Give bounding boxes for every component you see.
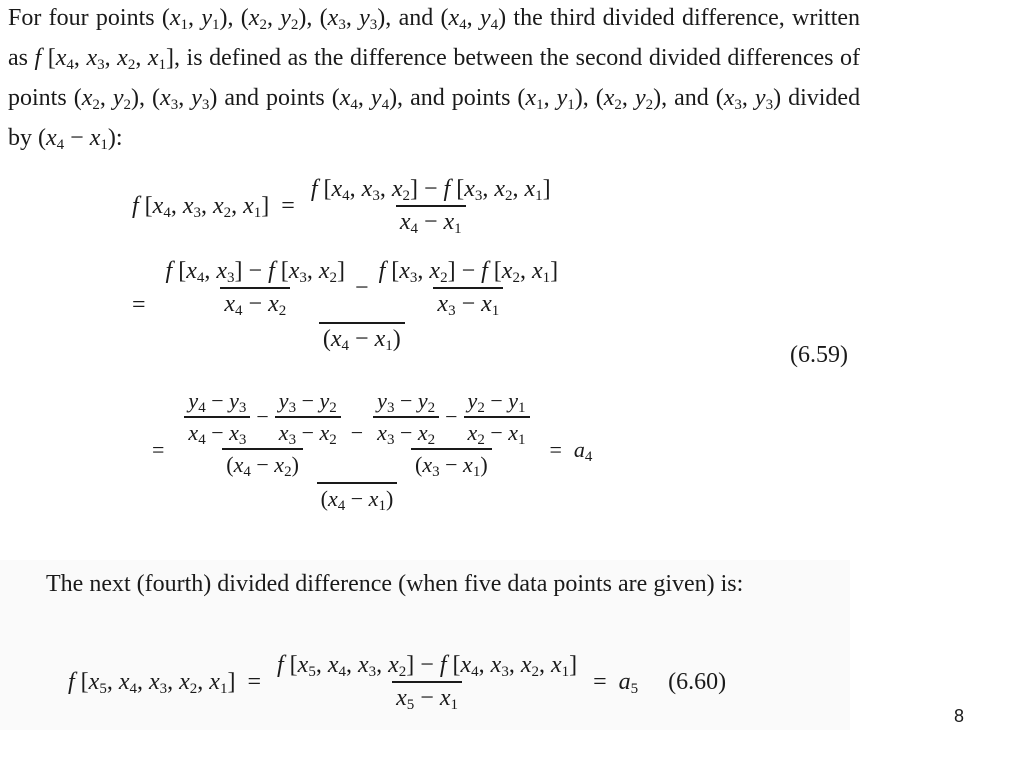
intro-paragraph: For four points ($x_1$, $y_1$), ($x_2$, $y_2$), ($x_3$, $y_3$), and ($x_4$, $y_4$) the third divided difference, written as f [$x_4$, $x_3$, $x_2$, $x_1$], is defined as the difference between the second divided differences of points ($x_2$, $y_2$), ($x_3$, $y_3$) and points ($x_4$, $y_4$), and points ($x_1$, $y_1$), ($x_2$, $y_2$), and ($x_3$, $y_3$) divided by $(x_4 - x_1)$: <box>8 5 861 153</box>
eq659-line1: f [$x_4$, $x_3$, $x_2$, $x_1$] = $\frac{f [x_4, x_3, x_2] - f [x_3, x_2, x_1]}{x_4 - x_1}$ <box>132 176 551 237</box>
fourth-difference-paragraph: The next (fourth) divided difference (when five data points are given) is: <box>46 571 744 597</box>
eq659-line3: = $\frac{y_4 - y_3}{x_4 - x_3}$ − $\frac{y_3 - y_2}{x_3 - x_2}$ $(x_4 - x_2)$ − $\frac{y_3 - y_2}{x_3 - x_2}$ − $\frac{y_2 - y_1}{x_2 - x_1}$ $(x_3 - x_1)$ $(x_4 - x_1)$ = $a_4$ <box>152 388 593 514</box>
eq659-line2: = $\frac{f [x_4, x_3] - f [x_3, x_2]}{x_4 - x_2}$ − $\frac{f [x_3, x_2] - f [x_2, x_1]}{x_3 - x_1}$ $(x_4 - x_1)$ <box>132 258 559 354</box>
eq660: f [$x_5$, $x_4$, $x_3$, $x_2$, $x_1$] = $\frac{f [x_5, x_4, x_3, x_2] - f [x_4, x_3, x_2, x_1]}{x_5 - x_1}$ = $a_5$ (6.60) <box>68 652 727 713</box>
eq659-label: (6.59) <box>790 342 848 368</box>
page-number: 8 <box>953 706 964 726</box>
eq660-label: (6.60) <box>668 668 727 695</box>
